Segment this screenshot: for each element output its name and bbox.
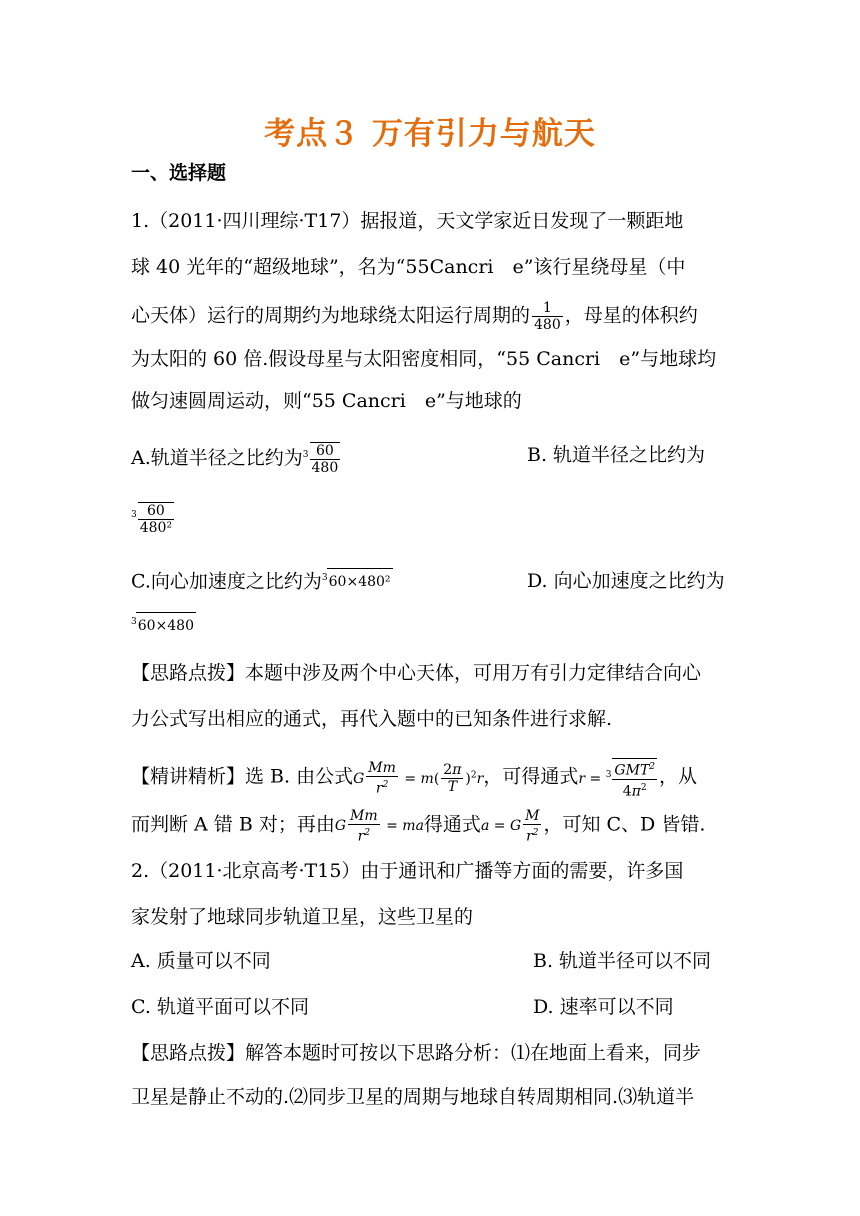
q2-option-a: A. 质量可以不同: [131, 950, 271, 972]
solution-1-a: 【精讲精析】选 B. 由公式: [131, 765, 354, 788]
q1-option-a: [131, 442, 342, 476]
option-a-label: A.轨道半径之比约为: [131, 447, 303, 469]
q2-line-2: 家发射了地球同步轨道卫星，这些卫星的: [131, 906, 474, 928]
solution-1-b: ，可得通式: [483, 765, 579, 788]
solution-1-c: ，从: [659, 765, 698, 788]
solution-2-c: ，可知 C、D 皆错.: [543, 813, 706, 836]
page-title: 考点３ 万有引力与航天: [264, 116, 596, 152]
q1-option-c: [131, 568, 393, 597]
q1-line-3-a: 心天体）运行的周期约为地球绕太阳运行周期的: [131, 304, 531, 327]
cube-root-d: $^3$60×480: [131, 612, 196, 641]
root-a-num: 60: [310, 443, 341, 460]
solution-2-a: 而判断 A 错 B 对；再由: [131, 813, 335, 836]
q1-solution-2: [131, 808, 705, 845]
formula-ma: G $\frac{Mm}{r^2}$ = ma: [334, 808, 424, 845]
fraction-1-480: [532, 300, 563, 333]
root-c-expr: 60×480²: [327, 568, 393, 595]
q1-hint-1: 【思路点拨】本题中涉及两个中心天体，可用万有引力定律结合向心: [131, 662, 702, 684]
cube-root-b: $^3$ $\frac{60}{\text{480²}}$: [131, 503, 173, 536]
cube-root-a: $^3$ $\frac{60}{480}$: [302, 443, 339, 476]
q2-option-b: B. 轨道半径可以不同: [533, 950, 712, 972]
formula-radius: r = $^3$ $\frac{GMT^2}{4\pi^2}$: [578, 771, 659, 787]
root-b-num: 60: [138, 503, 174, 520]
q1-line-5: 做匀速圆周运动，则“55 Cancri e”与地球的: [131, 390, 522, 412]
q1-hint-2: 力公式写出相应的通式，再代入题中的已知条件进行求解.: [131, 708, 613, 730]
frac-num: 1: [532, 300, 563, 317]
root-d-expr: 60×480: [136, 612, 196, 639]
q2-hint-2: 卫星是静止不动的.⑵同步卫星的周期与地球自转周期相同.⑶轨道半: [131, 1086, 695, 1108]
q2-option-d: D. 速率可以不同: [533, 996, 674, 1018]
solution-2-b: 得通式: [423, 813, 481, 836]
cube-root-c: $^3$60×480²: [322, 568, 393, 597]
q1-line-3: [131, 300, 698, 333]
q1-option-d: D. 向心加速度之比约为: [527, 570, 725, 592]
q2-hint-1: 【思路点拨】解答本题时可按以下思路分析：⑴在地面上看来，同步: [131, 1042, 702, 1064]
option-c-label: C.向心加速度之比约为: [131, 570, 322, 593]
root-a-den: 480: [311, 460, 339, 476]
q1-line-2: 球 40 光年的“超级地球”，名为“55Cancri e”该行星绕母星（中: [131, 256, 686, 278]
q1-line-1: 1.（2011·四川理综·T17）据报道，天文学家近日发现了一颗距地: [131, 210, 684, 232]
q1-option-b: B. 轨道半径之比约为: [527, 444, 706, 466]
q2-option-c: C. 轨道平面可以不同: [131, 996, 309, 1018]
frac-den: 480: [534, 317, 561, 333]
root-b-den: 480²: [139, 520, 173, 536]
q1-line-4: 为太阳的 60 倍.假设母星与太阳密度相同，“55 Cancri e”与地球均: [131, 348, 717, 370]
q1-option-d-value: [131, 612, 196, 641]
q2-line-1: 2.（2011·北京高考·T15）由于通讯和广播等方面的需要，许多国: [131, 860, 684, 882]
section-heading: 一、选择题: [131, 162, 227, 184]
q1-option-b-value: [131, 502, 176, 536]
formula-accel: a = G $\frac{M}{r^2}$: [480, 808, 540, 845]
q1-line-3-b: ，母星的体积约: [564, 304, 698, 327]
q1-solution-1: [131, 758, 697, 799]
formula-gravity: G $\frac{Mm}{r^2}$ = m( $\frac{2\pi}{T}$ )$^2$r: [353, 760, 484, 797]
